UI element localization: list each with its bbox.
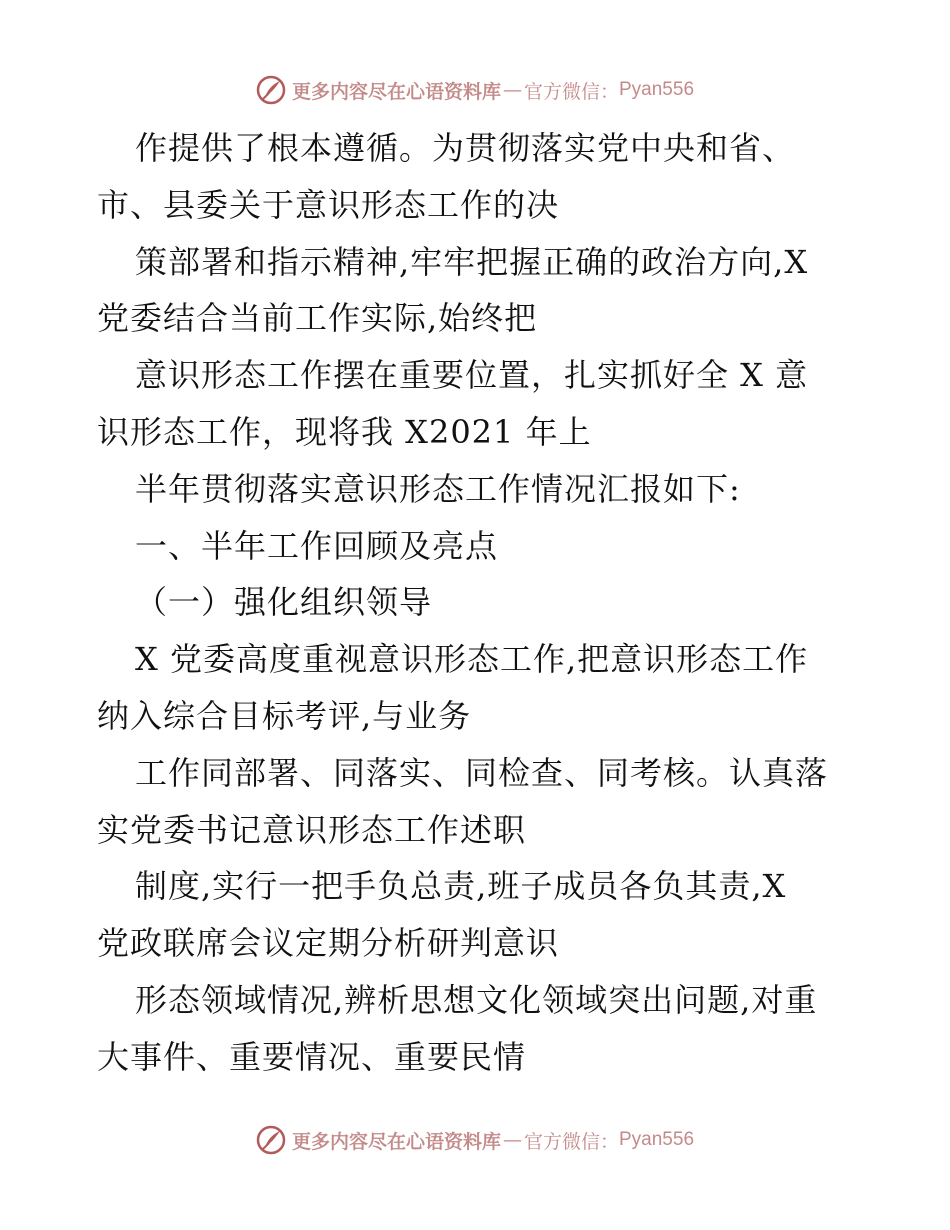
text-line: 工作同部署、同落实、同检查、同考核。认真落 [135, 753, 829, 792]
text-line: 党委结合当前工作实际,始终把 [97, 299, 538, 338]
footer-banner [0, 1120, 950, 1160]
text-line: 作提供了根本遵循。为贯彻落实党中央和省、 [135, 129, 796, 167]
text-line: （一）强化组织领导 [135, 583, 433, 622]
text-line: 实党委书记意识形态工作述职 [97, 810, 527, 849]
text-line: 半年贯彻落实意识形态工作情况汇报如下: [135, 469, 741, 508]
text-line: 党政联席会议定期分析研判意识 [97, 924, 560, 963]
banner-dash: — [502, 1129, 522, 1151]
text-line: X 党委高度重视意识形态工作,把意识形态工作 [135, 640, 809, 679]
wechat-id: Pyan556 [619, 79, 695, 100]
wechat-label: 官方微信： [523, 80, 619, 103]
feather-pen-logo-icon [256, 1125, 286, 1155]
banner-dash: — [502, 79, 522, 101]
text-line: 市、县委关于意识形态工作的决 [97, 185, 560, 224]
text-line: 大事件、重要情况、重要民情 [97, 1037, 527, 1076]
text-line: 识形态工作，现将我 X2021 年上 [97, 412, 592, 451]
site-name: 更多内容尽在心语资料库 [291, 80, 501, 103]
text-line: 形态领域情况,辨析思想文化领域突出问题,对重 [135, 980, 818, 1019]
text-line: 纳入综合目标考评,与业务 [97, 696, 472, 735]
text-line: 制度,实行一把手负总责,班子成员各负其责,X [135, 867, 787, 906]
wechat-id: Pyan556 [619, 1129, 695, 1150]
text-line: 一、半年工作回顾及亮点 [135, 526, 499, 565]
site-name: 更多内容尽在心语资料库 [291, 1130, 501, 1153]
header-banner [0, 70, 950, 110]
document-body [97, 120, 857, 1086]
feather-pen-logo-icon [256, 75, 286, 105]
wechat-label: 官方微信： [523, 1130, 619, 1153]
text-line: 策部署和指示精神,牢牢把握正确的政治方向,X [135, 242, 809, 281]
text-line: 意识形态工作摆在重要位置，扎实抓好全 X 意 [135, 356, 809, 395]
